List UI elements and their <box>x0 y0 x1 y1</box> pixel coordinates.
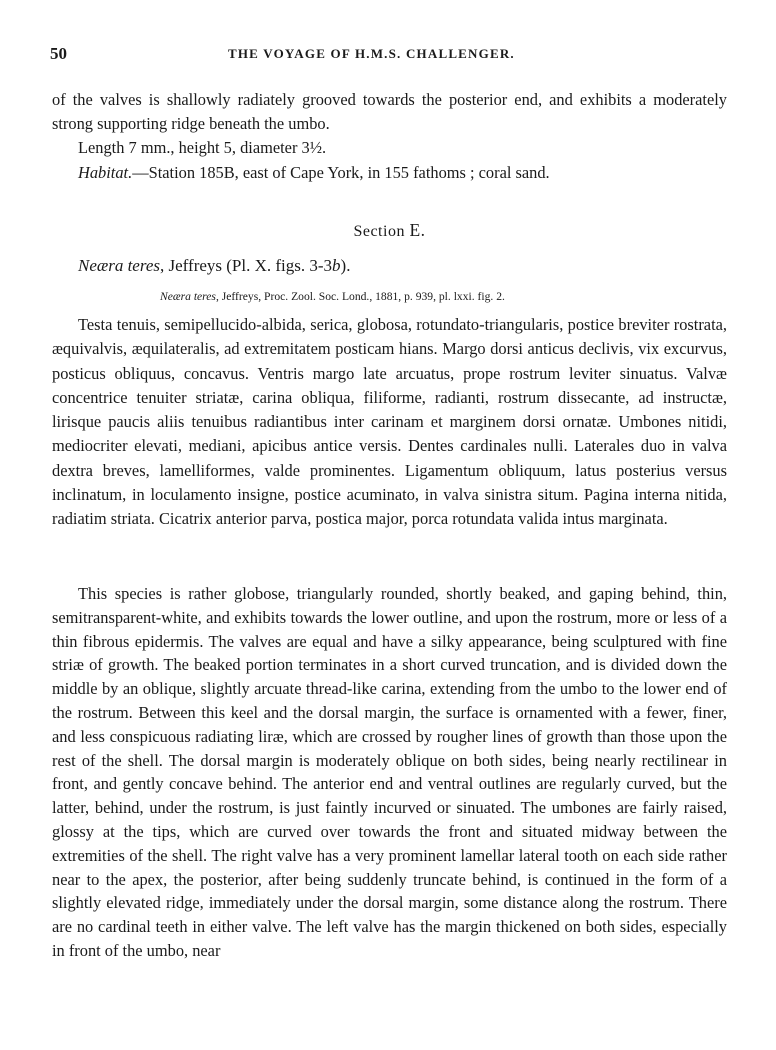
body-text <box>52 88 727 960</box>
habitat-line <box>52 161 727 185</box>
species-name: Neæra teres <box>78 256 161 275</box>
figure-suffix: b <box>332 256 341 275</box>
synonymy-name: Neæra teres <box>160 290 216 303</box>
synonymy-reference <box>160 285 505 309</box>
latin-description: Testa tenuis, semipellucido-albida, serica, globosa, rotundato-triangularis, postice breviter rostrata, æquivalvis, æquilateralis, ad extremitatem posticam hians. Margo dorsi anticus declivis, vix excurvus, posticus obliquus, concavus. Ventris margo late arcuatus, prope rostrum leviter sinuatus. Valvæ concentrice tenuiter striatæ, carina obliqua, filiforme, radianti, rostrum dissecante, ad instructæ, lirisque paucis aliis tenuibus radiantibus inter carinam et marginem dorsi ornatæ. Umbones nitidi, mediocriter elevati, mediani, apicibus antice versis. Dentes cardinales nulli. Laterales duo in valva dextra breves, lamelliformes, valde prominentes. Ligamentum obliquum, latus posterius versus inclinatum, in loculamento insigne, postice acuminato, in valva sinistra situm. Pagina interna nitida, radiatim striata. Cicatrix anterior parva, postica major, porca rotundata valida intus marginata. <box>52 315 727 529</box>
intro-paragraph: of the valves is shallowly radiately grooved towards the posterior end, and exhibits a moderately strong supporting ridge beneath the umbo. <box>52 90 727 134</box>
species-heading <box>78 254 350 278</box>
species-authority: , Jeffreys (Pl. X. figs. 3-3 <box>160 256 333 275</box>
section-heading-word: Section <box>353 223 405 240</box>
english-description: This species is rather globose, triangularly rounded, shortly beaked, and gaping behind, thin, semitransparent-white, and exhibits towards the lower outline, and upon the rostrum, more or less of a thin fibrous epidermis. The valves are equal and have a silky appearance, being sculptured with fine striæ of growth. The beaked portion terminates in a short curved truncation, and is divided down the middle by an oblique, slightly arcuate thread-like carina, extending from the umbo to the lower end of the rostrum. Between this keel and the dorsal margin, the surface is ornamented with a fewer, finer, and less conspicuous radiating liræ, which are crossed by rougher lines of growth than those upon the rest of the shell. The dorsal margin is moderately oblique on both sides, being nearly rectilinear in front, and gently concave behind. The anterior end and ventral outlines are regularly curved, but the latter, behind, under the rostrum, is just faintly incurved or sinuated. The umbones are fairly raised, glossy at the tips, which are curved over towards the front and situated midway between the extremities of the shell. The right valve has a very prominent lamellar lateral tooth on each side rather near to the apex, the posterior, after being suddenly truncate behind, is continued in the form of a slightly elevated ridge, immediately under the dorsal margin, some distance along the rostrum. There are no cardinal teeth in either valve. The left valve has the margin thickened on both sides, especially in front of the umbo, near <box>52 584 727 960</box>
page-number: 50 <box>50 44 67 63</box>
habitat-text: —Station 185B, east of Cape York, in 155 fathoms ; coral sand. <box>132 162 550 182</box>
habitat-label: Habitat. <box>78 162 133 182</box>
species-close: ). <box>340 256 351 275</box>
running-title: THE VOYAGE OF H.M.S. CHALLENGER. <box>228 46 515 61</box>
page-header <box>50 44 726 68</box>
dimensions-line: Length 7 mm., height 5, diameter 3½. <box>78 138 327 158</box>
section-heading <box>52 218 727 244</box>
section-heading-letter: E. <box>409 220 426 240</box>
synonymy-citation: , Jeffreys, Proc. Zool. Soc. Lond., 1881, p. 939, pl. lxxi. fig. 2. <box>215 290 505 303</box>
